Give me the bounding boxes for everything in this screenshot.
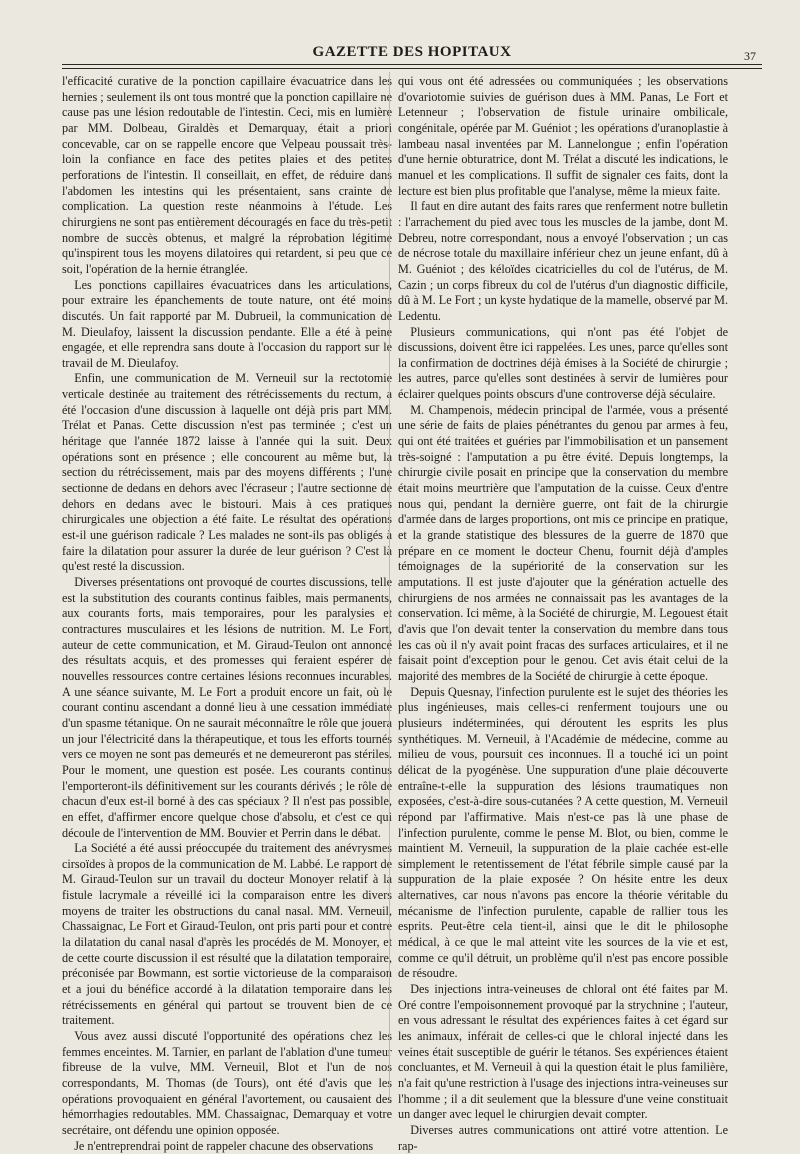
paragraph: Depuis Quesnay, l'infection purulente est le sujet des théories les plus ingénieuses, mais celles-ci renferment toujours une ou plusieurs indéterminées, qui déroutent les esprits les plus synthétiques. M. Verneuil, à l'Académie de médecine, comme au milieu de vous, poursuit ces inconnues. Il a touché ici un point délicat de la pyogénèse. Une suppuration d'une plaie découverte entraîne-t-elle la suppuration des lésions traumatiques non exposées, c'est-à-dire sous-cutanées ? A cette question, M. Verneuil répond par l'affirmative. Mais n'est-ce pas là une phase de l'infection purulente, comme le pense M. Blot, ou bien, comme le maintient M. Verneuil, la suppuration de la plaie cachée est-elle simplement le retentissement de l'état fébrile simple causé par la suppuration de la plaie exposée ? On hésite entre les deux alternatives, car nous n'avons pas encore la théorie véritable du mécanisme de l'infection purulente, capable de rallier tous les esprits. Peut-être cela tient-il, ainsi que le dit le philosophe médical, à ce que le mal atteint vite les sources de la vie et est, comme ce qu'il détruit, un problème qu'il n'est pas encore possible de résoudre. [398,684,728,981]
paragraph: qui vous ont été adressées ou communiquées ; les observations d'ovariotomie suivies de guérison dues à MM. Panas, Le Fort et Letenneur ; l'observation de fistule urinaire ombilicale, congénitale, opérée par M. Guéniot ; les opérations d'uranoplastie à lambeau nasal inventées par M. Lannelongue ; enfin l'opération d'une hernie obturatrice, dont M. Trélat a discuté les indications, le manuel et les complications. Il suffit de signaler ces faits, dont la lecture est bien plus profitable que l'analyse, même la mieux faite. [398,74,728,198]
header-rule [62,64,762,65]
paragraph: M. Champenois, médecin principal de l'armée, vous a présenté une série de faits de plaies pénétrantes du genou par armes à feu, qui ont été traitées et guéries par l'immobilisation et un pansement très-soigné : l'amputation a pu être évité. Depuis longtemps, la chirurgie civile posait en principe que la conservation du membre était moins meurtrière que l'amputation de la cuisse. Ceux d'entre nous qui, pendant la dernière guerre, ont fait de la chirurgie d'armée dans de larges proportions, ont mis ce principe en pratique, et la grande statistique des blessures de la guerre de 1870 que prépare en ce moment le docteur Chenu, fournit déjà d'amples témoignages de la supériorité de la conservation sur les amputations. Il est juste d'ajouter que la génération actuelle des chirurgiens de nos armées ne connaissait pas les avantages de la conservation. Ici même, à la Société de chirurgie, M. Legouest était d'avis que l'on devait tenter la conservation du membre dans tous les cas où il n'y avait point fracas des surfaces articulaires, et il ne faisait point d'exception pour le genou. Cet avis était celui de la majorité des membres de la Société de chirurgie à cette époque. [398,402,728,683]
page-header [62,44,762,64]
right-column [398,74,728,1154]
paragraph: l'efficacité curative de la ponction capillaire évacuatrice dans les hernies ; seulement ils ont tous montré que la ponction capillaire ne cause pas une lésion redoutable de l'intestin. Ceci, mis en lumière par MM. Dolbeau, Giraldès et Demarquay, était a priori concevable, car on se rappelle encore que Velpeau poussait très-loin la confiance en face des petites plaies et des petites perforations de l'intestin. Il conseillait, en effet, de réduire dans l'abdomen les intestins qui les présentaient, sans crainte de complication. La question reste néanmoins à l'étude. Les chirurgiens ne sont pas entièrement découragés en face du très-petit nombre de succès obtenus, et malgré la réprobation légitime qu'inspirent tous les moyens dilatoires qui retardent, si peu que ce soit, l'opération de la hernie étranglée. [62,74,392,276]
running-title: GAZETTE DES HOPITAUX [312,44,512,60]
paragraph: Je n'entreprendrai point de rappeler chacune des observations [74,1138,374,1153]
paragraph: Diverses autres communications ont attiré votre attention. Le rap- [398,1122,728,1153]
paragraph: Enfin, une communication de M. Verneuil sur la rectotomie verticale destinée au traitement des rétrécissements du rectum, a été l'occasion d'une discussion à laquelle ont déjà pris part MM. Trélat et Panas. Cette discussion n'est pas terminée ; c'est un héritage que l'année 1872 laisse à l'année qui la suit. Deux opérations sont en présence ; elle concourent au même but, la section du rétrécissement, mais par des moyens différents ; l'une sectionne de dedans en dehors avec l'écraseur ; l'autre sectionne de dehors en dedans avec le bistouri. Mais à ces pratiques chirurgicales une objection a été faite. Le résultat des opérations est-il une guérison radicale ? Les malades ne sont-ils pas obligés à faire la dilatation pour assurer la durée de leur guérison ? C'est là qu'est resté la discussion. [62,371,392,574]
header-rule-thin [62,68,762,69]
paragraph: Vous avez aussi discuté l'opportunité des opérations chez les femmes enceintes. M. Tarnier, en parlant de l'ablation d'une tumeur fibreuse de la vulve, MM. Verneuil, Blot et l'un de nos correspondants, M. Thomas (de Tours), ont été d'avis que les opérations provoquaient en général l'avortement, ou causaient des hémorrhagies redoutables. MM. Chassaignac, Demarquay et votre secrétaire, ont défendu une opinion opposée. [62,1029,392,1137]
page-number: 37 [744,49,756,63]
column-divider [389,72,390,1102]
left-column [62,74,392,1154]
paragraph: Plusieurs communications, qui n'ont pas été l'objet de discussions, doivent être ici rappelées. Les unes, parce qu'elles sont la confirmation de doctrines déjà émises à la Société de chirurgie ; les autres, parce qu'elles sont destinées à servir de lumières pour éclairer quelques points obscurs d'une controverse déjà séculaire. [398,324,728,402]
paragraph: Diverses présentations ont provoqué de courtes discussions, telle est la substitution des courants continus faibles, mais permanents, aux courants forts, mais temporaires, pour les paralysies et contractures musculaires et les lésions de nutrition. M. Le Fort, auteur de cette communication, et M. Giraud-Teulon ont annoncé des résultats acquis, et des promesses qui feraient espérer de nouvelles ressources contre certaines lésions reconnues incurables. A une séance suivante, M. Le Fort a produit encore un fait, où le courant continu ascendant a donné lieu à une cessation immédiate d'un spasme tétanique. On ne saurait méconnaître le rôle que jouera un jour l'électricité dans la thérapeutique, et tous les efforts tournés vers ce moyen ne sont pas demeurés et ne demeureront pas stériles. Pour le moment, une question est posée. Les courants continus l'emporteront-ils définitivement sur les courants dérivés ; le rôle de chacun d'eux est-il borné à des cas spéciaux ? Il n'est pas possible, en effet, d'affirmer encore quelque chose d'absolu, et c'est ce qui découle de l'intervention de MM. Bouvier et Perrin dans le débat. [62,575,392,840]
paragraph: Les ponctions capillaires évacuatrices dans les articulations, pour extraire les épanchements de toute nature, ont été moins discutés. Un fait rapporté par M. Dubrueil, la communication de M. Dieulafoy, laissent la discussion pendante. Elle a été à peine engagée, et elle reprendra sans doute à l'occasion du rapport sur le travail de M. Dieulafoy. [62,277,392,370]
paragraph: Des injections intra-veineuses de chloral ont été faites par M. Oré contre l'empoisonnement provoqué par la strychnine ; l'auteur, en vous adressant le résultat des expériences faites à cet égard sur les animaux, inférait de celles-ci que le chloral injecté dans les veines était susceptible de guérir le tétanos. Ses expériences étaient concluantes, et M. Verneuil à qui la question était le plus familière, n'a fait qu'une restriction à l'usage des injections intra-veineuses sur l'homme ; il a dit seulement que la blessure d'une veine constituait un danger avec lequel le chirurgien devait compter. [398,982,728,1122]
paragraph: Il faut en dire autant des faits rares que renferment notre bulletin : l'arrachement du pied avec tous les muscles de la jambe, dont M. Debreu, notre correspondant, nous a envoyé l'observation ; un cas de nécrose totale du maxillaire inférieur chez un jeune enfant, dû à M. Guéniot ; des kéloïdes cicatricielles du col de l'utérus, de M. Cazin ; un corps fibreux du col de l'utérus d'un diagnostic difficile, dû à M. Le Fort ; un kyste hydatique de la mamelle, observé par M. Ledentu. [398,199,728,323]
paragraph: La Société a été aussi préoccupée du traitement des anévrysmes cirsoïdes à propos de la communication de M. Labbé. Le rapport de M. Giraud-Teulon sur un travail du docteur Monoyer relatif à la fistule lacrymale a réveillé ici la comparaison entre les divers moyens de traiter les obstructions du canal nasal. MM. Verneuil, Chassaignac, Le Fort et Giraud-Teulon, ont pris parti pour et contre la dilatation du canal nasal d'après les procédés de M. Monoyer, et de cette courte discussion il est résulté que la dilatation temporaire, préconisée par Bowmann, est sortie victorieuse de la comparaison et a joui du bénéfice accordé à la dilatation temporaire dans les rétrécissements en général qui partout se trouvent bien de ce traitement. [62,841,392,1028]
